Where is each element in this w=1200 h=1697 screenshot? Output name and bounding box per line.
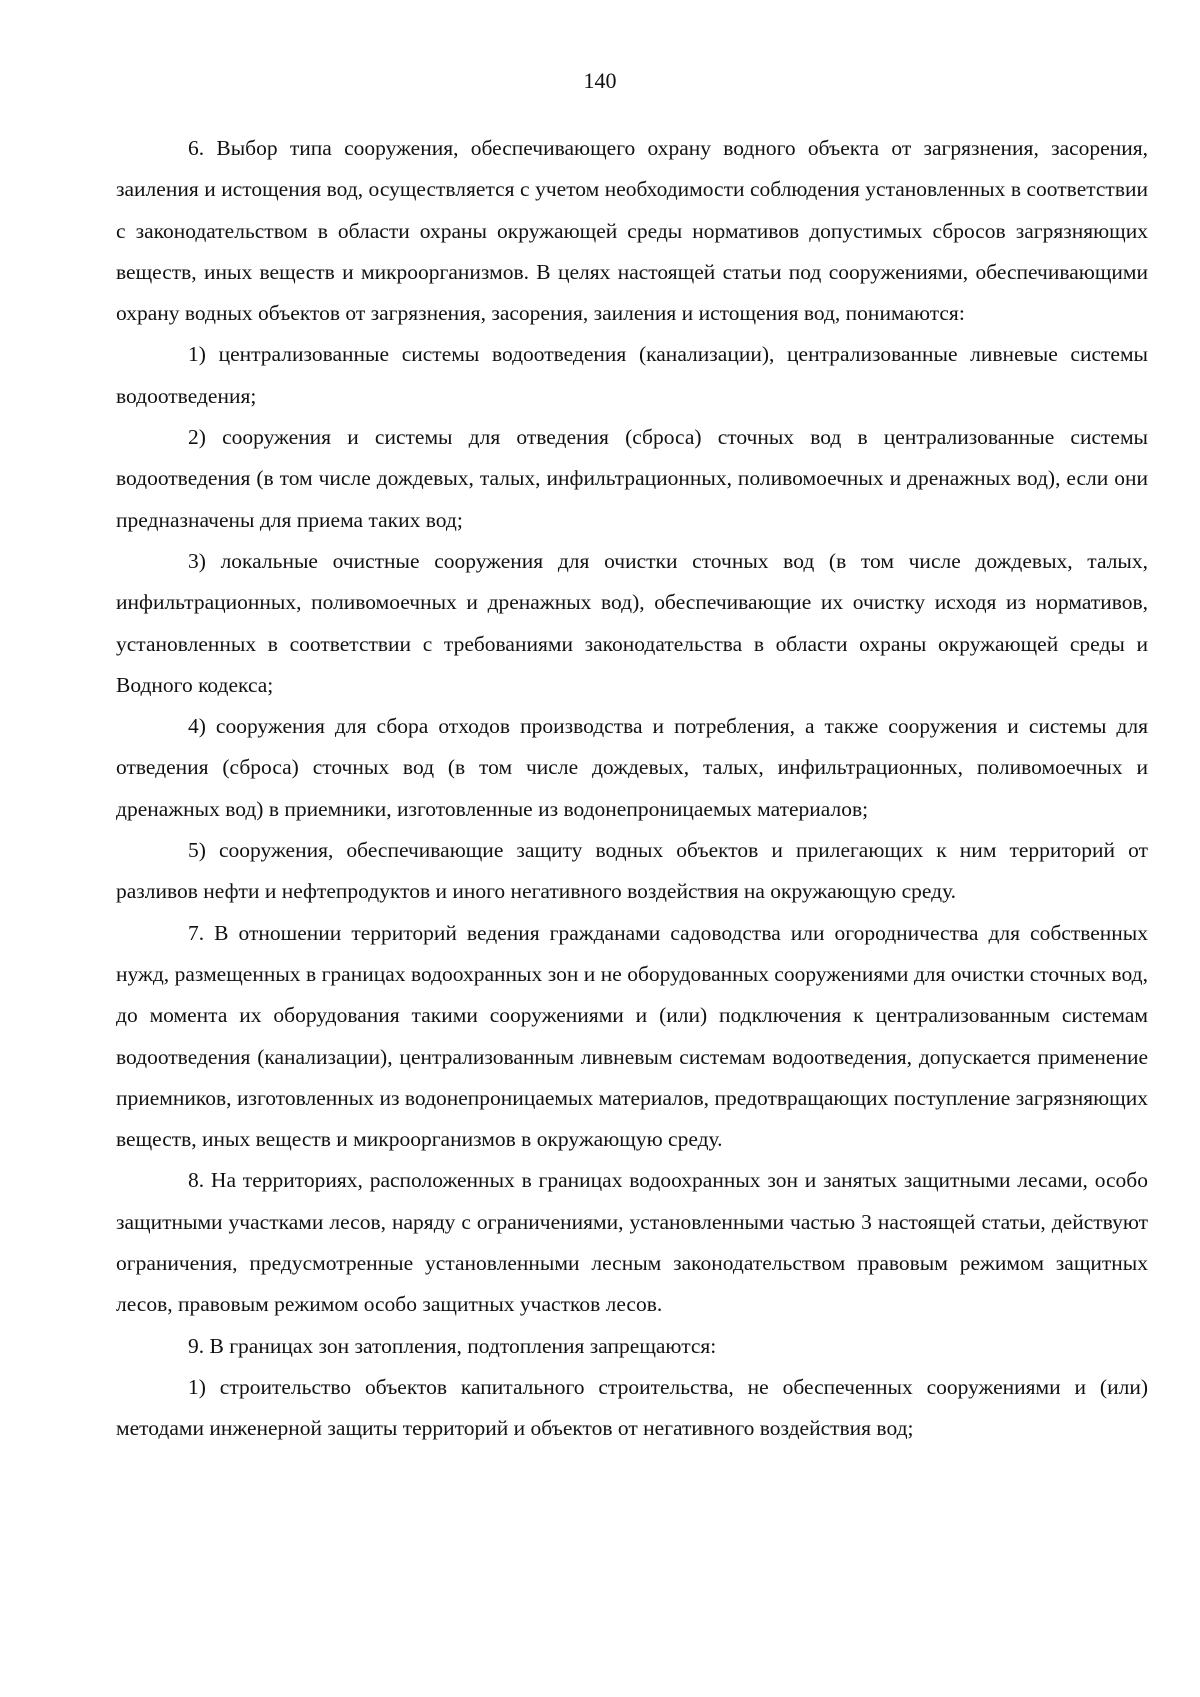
body-text	[116, 128, 1148, 1450]
paragraph-6-item-2: 2) сооружения и системы для отведения (сброса) сточных вод в централизованные системы водоотведения (в том числе дождевых, талых, инфильтрационных, поливомоечных и дренажных вод), если они предназначены для приема таких вод;	[116, 425, 1148, 532]
paragraph-6-item-3: 3) локальные очистные сооружения для очистки сточных вод (в том числе дождевых, талых, инфильтрационных, поливомоечных и дренажных вод), обеспечивающие их очистку исходя из нормативов, установленных в соответствии с требованиями законодательства в области охраны окружающей среды и Водного кодекса;	[116, 548, 1148, 697]
paragraph-6-item-1: 1) централизованные системы водоотведения (канализации), централизованные ливневые системы водоотведения;	[116, 342, 1148, 408]
paragraph-9: 9. В границах зон затопления, подтопления запрещаются:	[188, 1333, 717, 1358]
paragraph-8: 8. На территориях, расположенных в границах водоохранных зон и занятых защитными лесами, особо защитными участками лесов, наряду с ограничениями, установленными частью 3 настоящей статьи, действуют ограничения, предусмотренные установленными лесным законодательством правовым режимом защитных лесов, правовым режимом особо защитных участков лесов.	[116, 1168, 1148, 1317]
paragraph-6-item-4: 4) сооружения для сбора отходов производства и потребления, а также сооружения и системы для отведения (сброса) сточных вод (в том числе дождевых, талых, инфильтрационных, поливомоечных и дренажных вод) в приемники, изготовленные из водонепроницаемых материалов;	[116, 714, 1148, 821]
paragraph-6: 6. Выбор типа сооружения, обеспечивающего охрану водного объекта от загрязнения, засорения, заиления и истощения вод, осуществляется с учетом необходимости соблюдения установленных в соответствии с законодательством в области охраны окружающей среды нормативов допустимых сбросов загрязняющих веществ, иных веществ и микроорганизмов. В целях настоящей статьи под сооружениями, обеспечивающими охрану водных объектов от загрязнения, засорения, заиления и истощения вод, понимаются:	[116, 136, 1148, 326]
paragraph-6-item-5: 5) сооружения, обеспечивающие защиту водных объектов и прилегающих к ним территорий от разливов нефти и нефтепродуктов и иного негативного воздействия на окружающую среду.	[116, 838, 1148, 904]
paragraph-9-item-1: 1) строительство объектов капитального строительства, не обеспеченных сооружениями и (или) методами инженерной защиты территорий и объектов от негативного воздействия вод;	[116, 1374, 1148, 1441]
paragraph-7: 7. В отношении территорий ведения гражданами садоводства или огородничества для собственных нужд, размещенных в границах водоохранных зон и не оборудованных сооружениями для очистки сточных вод, до момента их оборудования такими сооружениями и (или) подключения к централизованным системам водоотведения (канализации), централизованным ливневым системам водоотведения, допускается применение приемников, изготовленных из водонепроницаемых материалов, предотвращающих поступление загрязняющих веществ, иных веществ и микроорганизмов в окружающую среду.	[116, 920, 1148, 1152]
page-number: 140	[583, 68, 617, 93]
